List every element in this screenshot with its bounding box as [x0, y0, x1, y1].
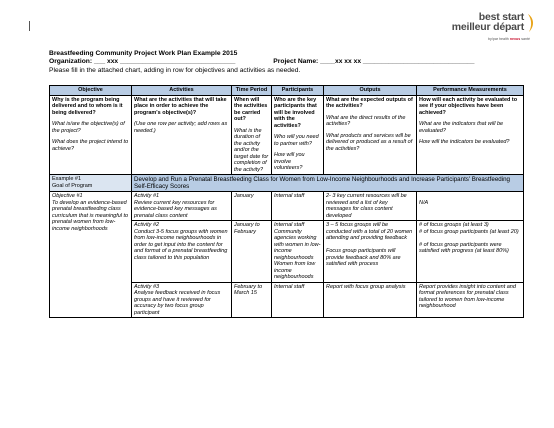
table-header-row [50, 86, 524, 96]
document-header [49, 50, 519, 75]
logo-tagline-suffix: santé [520, 37, 530, 41]
question-text: What are the indicators that will be evaluated? [419, 121, 504, 134]
best-start-logo [451, 11, 536, 47]
activities-questions [132, 95, 232, 175]
outputs-questions [324, 95, 417, 175]
col-header-objective: Objective [50, 86, 132, 96]
logo-tagline-brand: nexus [509, 37, 521, 41]
question-text: Who will you need to partner with? [274, 134, 319, 147]
question-text: What are the activities that will take place in order to achieve the program's objective(s)? [134, 96, 227, 116]
question-text: What are the expected outputs of the activities? [326, 96, 413, 109]
activity-cell: Activity #1 Review current key resources for evidence-based key messages as prenatal class content [132, 192, 232, 221]
question-text: Why is the program being delivered and to whom is it being delivered? [52, 96, 123, 116]
organization-field: Organization: ___ xxx _______________________________ [49, 58, 236, 66]
time-questions [232, 95, 272, 175]
question-text: What is/are the objective(s) of the project? [52, 121, 125, 134]
logo-swoosh-icon [526, 13, 536, 33]
logo-line-1: best start [478, 11, 524, 23]
question-text: Who are the key participants that will be involved with the activities? [274, 96, 317, 129]
participants-cell: Internal staff [272, 282, 324, 318]
goal-label: Goal of Program [52, 182, 93, 189]
time-cell: February to March 15 [232, 282, 272, 318]
question-text: How will the indicators be evaluated? [419, 139, 510, 145]
question-text: How will each activity be evaluated to see if your objectives have been achieved? [419, 96, 518, 116]
guiding-questions-row [50, 95, 524, 175]
question-text: When will the activities be carried out? [234, 96, 268, 122]
question-text: What products and services will be delivered or produced as a result of the activities? [326, 132, 413, 152]
col-header-participants: Participants [272, 86, 324, 96]
page-corner-mark [29, 21, 30, 31]
project-name-field: Project Name: ____xx xx xx ______________________________ [273, 58, 475, 66]
col-header-time-period: Time Period [232, 86, 272, 96]
example-goal-row [50, 175, 524, 192]
outputs-cell: 3 – 5 focus groups will be conducted with a total of 20 women attending and providing feedback Focus group participants will provide feedback and 80% are satisfied with process [324, 221, 417, 283]
logo-tagline [488, 37, 530, 41]
question-text: How will you involve volunteers? [274, 152, 305, 171]
table-row [50, 192, 524, 221]
col-header-outputs: Outputs [324, 86, 417, 96]
program-goal: Develop and Run a Prenatal Breastfeeding Class for Women from Low-Income Neighbourhoods and Increase Participants' Breastfeeding Self-Efficacy Scores [132, 175, 524, 192]
measurements-questions [417, 95, 524, 175]
question-text: What does the project intend to achieve? [52, 139, 129, 152]
time-cell: January to February [232, 221, 272, 283]
question-text: (Use one row per activity; add rows as needed.) [134, 121, 228, 134]
document-title: Breastfeeding Community Project Work Plan Example 2015 [49, 50, 238, 57]
measurements-cell: # of focus groups (at least 3) # of focus group participants (at least 20) # of focus group participants were satisfied with progress (at least 80%) [417, 221, 524, 283]
measurements-cell: N/A [417, 192, 524, 221]
objective-questions [50, 95, 132, 175]
participants-questions [272, 95, 324, 175]
instructions-text: Please fill in the attached chart, adding in row for objectives and activities as needed. [49, 66, 301, 74]
participants-cell: Internal staff [272, 192, 324, 221]
outputs-cell: 2- 3 key current resources will be reviewed and a list of key messages for class content developed [324, 192, 417, 221]
question-text: What is the duration of the activity and/or the target date for completion of the activity? [234, 127, 269, 173]
example-label [50, 175, 132, 192]
time-cell: January [232, 192, 272, 221]
organization-line [49, 58, 519, 66]
activity-cell: Activity #2 Conduct 3-5 focus groups with women from low-income neighbourhoods in order to get input into the content for and format of a prenatal breastfeeding class tailored to this population [132, 221, 232, 283]
col-header-activities: Activities [132, 86, 232, 96]
objective-cell: Objective #1 To develop an evidence-based prenatal breastfeeding class curriculum that is meaningful to prenatal women from low-income neighborhoods [50, 192, 132, 318]
measurements-cell: Report provides insight into content and format preferences for prenatal class tailored to women from low-income neighbourhood [417, 282, 524, 318]
col-header-performance: Performance Measurements [417, 86, 524, 96]
work-plan-table [49, 85, 524, 318]
question-text: What are the direct results of the activities? [326, 114, 406, 127]
outputs-cell: Report with focus group analysis [324, 282, 417, 318]
logo-line-2: meilleur départ [451, 21, 524, 33]
example-number: Example #1 [52, 176, 82, 182]
logo-tagline-prefix: by/par health [488, 37, 510, 41]
participants-cell: Internal staff Community agencies working with women in low-income neighbourhoods Women from low income neighbourhoods [272, 221, 324, 283]
activity-cell: Activity #3 Analyse feedback received in focus groups and have it reviewed for accuracy by two focus group participant [132, 282, 232, 318]
